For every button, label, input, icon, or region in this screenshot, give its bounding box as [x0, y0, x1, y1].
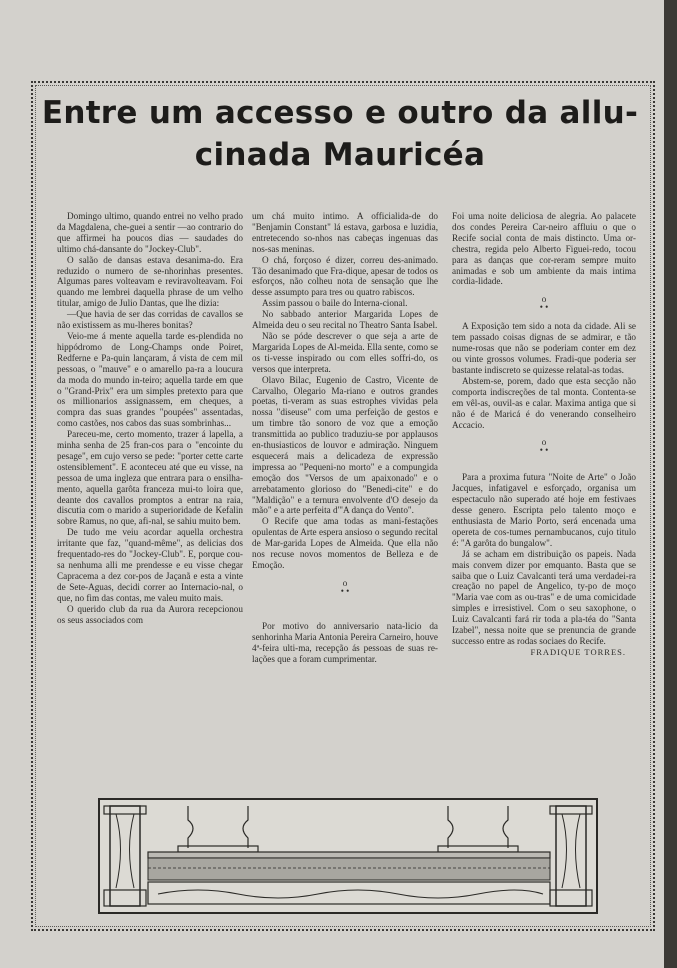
headline: [40, 92, 640, 176]
decorative-balustrade-illustration: [98, 798, 598, 914]
paragraph: O querido club da rua da Aurora recepcionou os seus associados com: [57, 603, 243, 625]
paragraph: O salão de dansas estava desanima-do. Era reduzido o numero de se-nhorinhas presentes. Algumas pares volteavam e reviravolteavam. Foi quando me lembrei daquella phrase de um velho titular, amigo de Julio Dantas, que lhe dizia:: [57, 254, 243, 309]
column-1: [57, 211, 243, 625]
column-2: [252, 211, 438, 665]
paragraph: Por motivo do anniversario nata-licio da senhorinha Maria Antonia Pereira Carneiro, houve 4ª-feira ulti-ma, recepção ás pessoas de suas re-lações que a foram cumprimentar.: [252, 620, 438, 664]
paragraph: O chá, forçoso é dizer, correu des-animado. Tão desanimado que Fra-dique, apesar de todos os esforços, não colheu nota de sensação que lhe desse assumpto para tres ou quatro rabiscos.: [252, 254, 438, 298]
paragraph: Olavo Bilac, Eugenio de Castro, Vicente de Carvalho, Olegario Ma-riano e outros grandes poetas, ti-veram as suas estrophes vividas pela nossa "diseuse" com uma perfeição de gestos e um timbre tão sonoro de voz que a emoção transmittida ao publico traduziu-se por applausos en-thusiasticos de louvor e admiração. Ninguem esquecerá mais a delicadeza de expressão impressa ao "Pequeni-no morto" e a compungida emoção dos "Versos de um apaixonado" e o arrebatamento glorioso do "Benedi-cite" e do "Maldição" e a ternura envolvente d'O desejo da mão" e a arte perfeita d'"A dança do Vento".: [252, 374, 438, 516]
paragraph: A Exposição tem sido a nota da cidade. Ali se tem passado coisas dignas de se admirar, e tão nume-rosas que não se poderiam conter em dez ou vinte grossos volumes. Fradi-que poderia ser bastante indiscreto se quizesse relatal-as todas.: [452, 321, 636, 375]
paragraph: Veio-me á mente aquella tarde es-plendida no hippódromo de Long-Champs onde Poiret, Redferne e Pa-quin lançaram, á vista de cem mil pessoas, o "mauve" e o amarello pa-ra a loucura da moda do mundo in-teiro; aquella tarde em que o "Grand-Prix" era um simples pretexto para que os millionarios assignassem, em cheques, a compra das suas grandes "poupées" assentadas, como castões, nos cabos das suas sombrinhas...: [57, 330, 243, 429]
paragraph: Abstem-se, porem, dado que esta secção não comporta indiscreções de tal monta. Contenta-se em vêl-as, ouvil-as e calar. Maxima antiga que si não é de Maricá é do venerando conselheiro Accacio.: [452, 375, 636, 430]
paragraph: Assim passou o baile do Interna-cional.: [262, 298, 408, 309]
section-ornament: o • •: [539, 437, 549, 456]
paragraph: Foi uma noite deliciosa de alegria. Ao palacete dos condes Pereira Car-neiro affluiu o que o Recife social conta de mais distincto. Uma or-chestra, regida pelo Alberto Figuei-redo, tocou para as danças que cor-reram sempre muito animadas e sob um ambiente da mais intima cordia-lidade.: [452, 211, 636, 287]
headline-line-2: cinada Mauricéa: [194, 137, 486, 173]
section-ornament: o • •: [539, 294, 549, 313]
paragraph: —Que havia de ser das corridas de cavallos se não existissem as mu-lheres bonitas?: [57, 309, 243, 331]
column-3: [452, 211, 636, 658]
paragraph: Pareceu-me, certo momento, trazer á lapella, a minha senha de 25 fran-cos para o "encointe du pesage", em cujo verso se pede: "porter cette carte ostensiblement". E aconteceu até que eu visse, na pessoa de uma ingleza que entrara para o ensilha-mento, aquella garôta franceza mui-to loira que, deante dos cavallos promptos a entrar na raia, discutia com o marido a superioridade de Kefalin sobre Ramus, no que, afi-nal, se sahiu muito bem.: [57, 429, 243, 527]
page-edge-shadow: [664, 0, 677, 968]
author-signature: FRADIQUE TORRES.: [530, 646, 626, 657]
headline-line-1: Entre um accesso e outro da allu-: [41, 95, 639, 131]
paragraph: Para a proxima futura "Noite de Arte" o João Jacques, infatigavel e esforçado, organisa um espectaculo não superado até hoje em festivaes desse genero. Escripta pelo talento moço e enthusiasta de Mario Porto, será encenada uma opereta de cos-tumes pernambucanos, cujo titulo é: "A garôta do bungalow".: [452, 472, 636, 548]
paragraph: No sabbado anterior Margarida Lopes de Almeida deu o seu recital no Theatro Santa Isabel.: [252, 309, 438, 331]
paragraph: Domingo ultimo, quando entrei no velho prado da Magdalena, che-guei a sentir —ao contrario do que affirmei ha poucos dias — saudades do ultimo chá-dansante do "Jockey-Club".: [57, 211, 243, 254]
paragraph: De tudo me veiu acordar aquella orchestra irritante que faz, "quand-même", as delicias dos frequentado-res do "Jockey-Club". E, porque cou-sa nenhuma alli me prendesse e eu visse chegar Capracema a dez cor-pos de Jaçanã e esta a vinte de Sete-Aguas, decidi correr ao Internacio-nal, o que, no fim das contas, me valeu muito mais.: [57, 527, 243, 603]
paragraph: um chá muito intimo. A officialida-de do "Benjamin Constant" lá estava, garbosa e luzidia, entretecendo so-nhos nas cabeças ingenuas das nos-sas meninas.: [252, 211, 438, 254]
paragraph: O Recife que ama todas as mani-festações opulentas de Arte espera ansioso o segundo recital de Mar-garida Lopes de Almeida. Que ella não nos recuse novos momentos de Belleza e de Emoção.: [252, 516, 438, 570]
section-ornament: o • •: [340, 577, 350, 596]
paragraph: Já se acham em distribuição os papeis. Nada mais convem dizer por emquanto. Basta que se saiba que o Luiz Cavalcanti terá uma verdadei-ra creação no papel de Angelico, ty-po de moço "Maria vae com as ou-tras" e de uma comicidade simples e irresistivel. Com o seu saxophone, o Luiz Cavalcanti fará rir toda a pla-téa do "Santa Izabel", nessa noite que se prenuncia de grande successo entre as rodas sociaes do Recife.: [452, 548, 636, 646]
paragraph: Não se póde descrever o que seja a arte de Margarida Lopes de Al-meida. Ella sente, como se os ti-vesse inspirado ou com elles soffri-do, os versos que interpreta.: [252, 330, 438, 374]
